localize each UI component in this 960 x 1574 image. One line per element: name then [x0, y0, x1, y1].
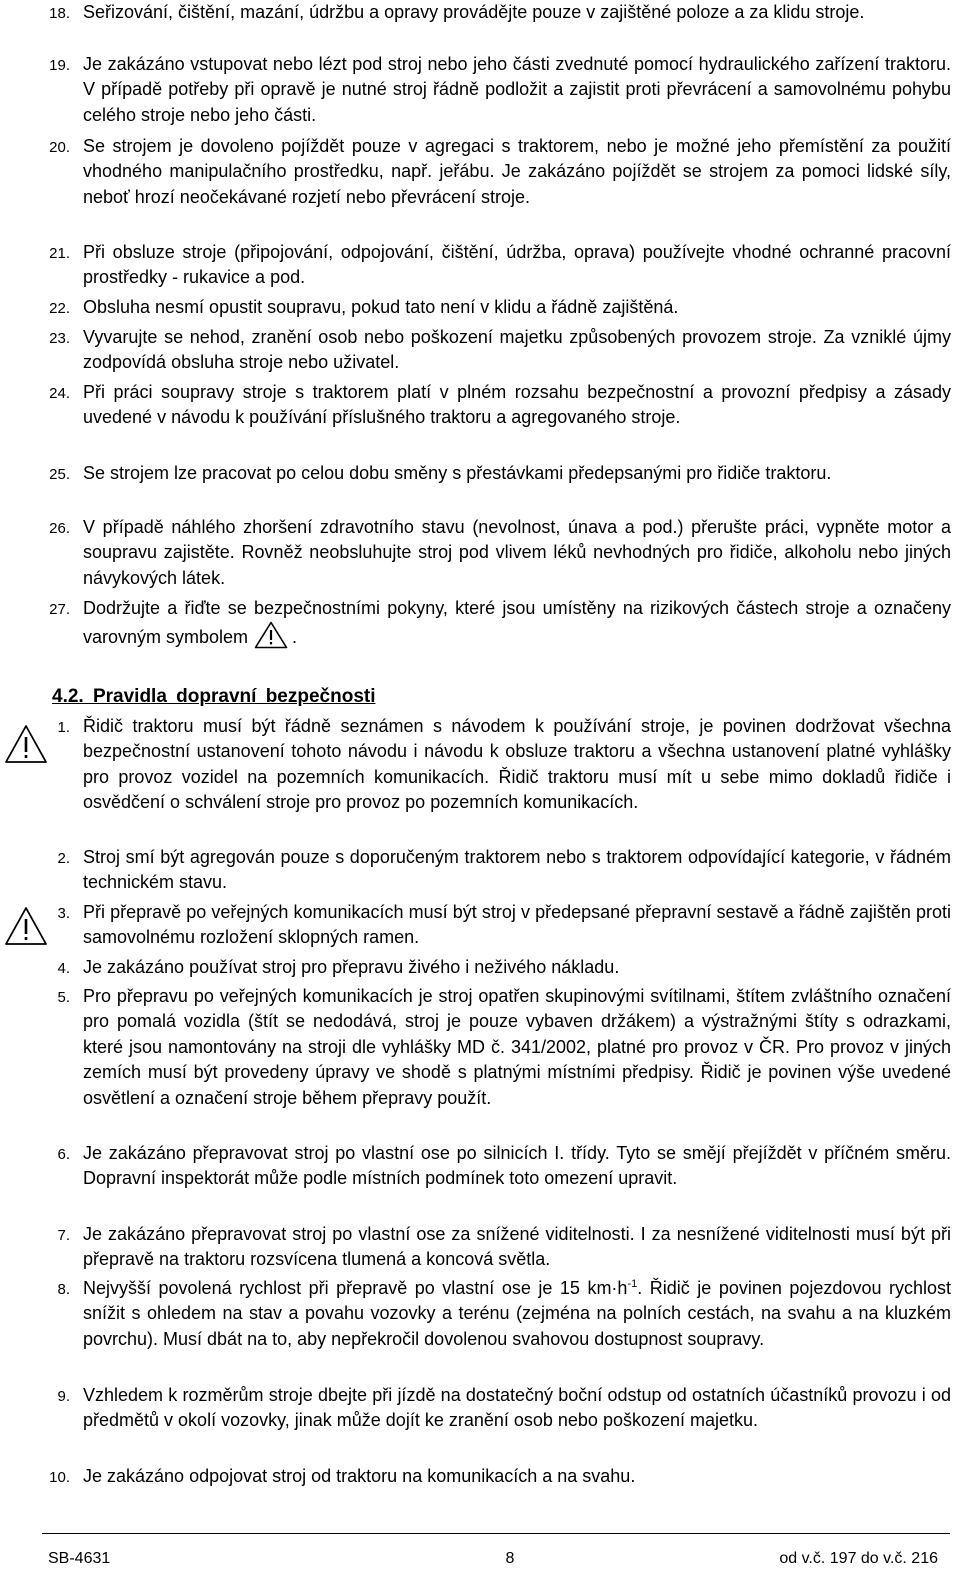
- item-text: Seřizování, čištění, mazání, údržbu a opravy provádějte pouze v zajištěné poloze a za klidu stroje.: [83, 2, 865, 22]
- item-number: 21.: [49, 245, 70, 262]
- item-text: Obsluha nesmí opustit soupravu, pokud tato není v klidu a řádně zajištěná.: [83, 297, 679, 317]
- item-number: 5.: [57, 989, 70, 1006]
- item-number: 4.: [57, 960, 70, 977]
- item-text-before: Nejvyšší povolená rychlost při přepravě po vlastní ose je 15 km·h: [83, 1278, 628, 1298]
- item-text: Se strojem lze pracovat po celou dobu směny s přestávkami předepsanými pro řidiče traktoru.: [83, 463, 832, 483]
- item-number: 24.: [49, 385, 70, 402]
- item-number: 2.: [57, 850, 70, 867]
- item-number: 27.: [49, 601, 70, 618]
- page-number: 8: [505, 1550, 515, 1567]
- item-text: Řidič traktoru musí být řádně seznámen s návodem k používání stroje, je povinen dodržovat všechna bezpečnostní ustanovení tohoto návodu i návodu k obsluze traktoru a všechna ustanovení platné vyhlášky pro provoz vozidel na pozemních komunikacích. Řidič traktoru musí mít u sebe mimo dokladů řidiče i osvědčení o schválení stroje pro provoz po pozemních komunikacích.: [83, 716, 951, 813]
- item-number: 23.: [49, 330, 70, 347]
- warning-triangle-icon: [254, 621, 288, 656]
- item-text: Vzhledem k rozměrům stroje dbejte při jízdě na dostatečný boční odstup od ostatních účastníků provozu i od předmětů v okolí vozovky, jinak může dojít ke zranění osob nebo poškození majetku.: [83, 1385, 951, 1431]
- item-text-before: Dodržujte a řiďte se bezpečnostními pokyny, které jsou umístěny na rizikových částech stroje a označeny varovným symbolem: [83, 598, 951, 648]
- item-number: 8.: [57, 1281, 70, 1298]
- item-text: Se strojem je dovoleno pojíždět pouze v agregaci s traktorem, nebo je možné jeho přemístění za použití vhodného manipulačního prostředku, např. jeřábu. Je zakázáno pojíždět se strojem za pomoci lidské síly, neboť hrozí neočekávané rozjetí nebo převrácení stroje.: [83, 136, 951, 207]
- item-number: 10.: [49, 1469, 70, 1486]
- item-number: 7.: [57, 1227, 70, 1244]
- item-number: 26.: [49, 520, 70, 537]
- item-number: 9.: [57, 1388, 70, 1405]
- footer-doc-code: SB-4631: [48, 1550, 111, 1567]
- item-text: Pro přepravu po veřejných komunikacích je stroj opatřen skupinovými svítilnami, štítem zvláštního označení pro pomalá vozidla (štít se nedodává, stroj je pouze vybaven držákem) a výstražnými štíty s odrazkami, které jsou namontovány na stroji dle vyhlášky MD č. 341/2002, platné pro provoz v ČR. Pro provoz v jiných zemích musí být provedeny úpravy ve shodě s platnými místními předpisy. Řidič je povinen výše uvedené osvětlení a označení stroje během přepravy použít.: [83, 986, 951, 1108]
- item-number: 1.: [57, 719, 70, 736]
- footer-divider: [42, 1533, 950, 1534]
- item-text: Při práci soupravy stroje s traktorem platí v plném rozsahu bezpečnostní a provozní předpisy a zásady uvedené v návodu k používání příslušného traktoru a agregovaného stroje.: [83, 382, 951, 428]
- item-text: V případě náhlého zhoršení zdravotního stavu (nevolnost, únava a pod.) přerušte práci, vypněte motor a soupravu zajistěte. Rovněž neobsluhujte stroj pod vlivem léků nevhodných pro řidiče, alkoholu nebo jiných návykových látek.: [83, 517, 951, 588]
- item-text: Při obsluze stroje (připojování, odpojování, čištění, údržba, oprava) používejte vhodné ochranné pracovní prostředky - rukavice a pod.: [83, 242, 951, 288]
- item-text: [83, 596, 951, 657]
- item-number: 22.: [49, 300, 70, 317]
- item-text: [83, 1276, 951, 1352]
- item-text: Je zakázáno přepravovat stroj po vlastní ose za snížené viditelnosti. I za nesnížené viditelnosti musí být při přepravě na traktoru rozsvícena tlumená a koncová světla.: [83, 1224, 951, 1270]
- item-number: 20.: [49, 139, 70, 156]
- section-heading: 4.2. Pravidla dopravní bezpečnosti: [52, 686, 376, 707]
- item-text: Je zakázáno přepravovat stroj po vlastní ose po silnicích I. třídy. Tyto se smějí přejíždět v příčném směru. Dopravní inspektorát může podle místních podmínek toto omezení upravit.: [83, 1143, 951, 1189]
- item-text: Je zakázáno používat stroj pro přepravu živého i neživého nákladu.: [83, 957, 620, 977]
- item-number: 3.: [57, 905, 70, 922]
- item-text-after: . Řidič je povinen pojezdovou rychlost snížit s ohledem na stav a povahu vozovky a terénu (zejména na polních cestách, na svahu a na kluzkém povrchu). Musí dbát na to, aby nepřekročil dovolenou svahovou dostupnost soupravy.: [83, 1278, 951, 1349]
- item-number: 6.: [57, 1146, 70, 1163]
- item-text: Vyvarujte se nehod, zranění osob nebo poškození majetku způsobených provozem stroje. Za vzniklé újmy zodpovídá obsluha stroje nebo uživatel.: [83, 327, 951, 373]
- item-number: 18.: [49, 5, 70, 22]
- item-number: 19.: [49, 57, 70, 74]
- footer-serial-range: od v.č. 197 do v.č. 216: [779, 1550, 938, 1567]
- item-text: Je zakázáno odpojovat stroj od traktoru na komunikacích a na svahu.: [83, 1466, 636, 1486]
- item-number: 25.: [49, 466, 70, 483]
- item-text: Stroj smí být agregován pouze s doporučeným traktorem nebo s traktorem odpovídající kategorie, v řádném technickém stavu.: [83, 847, 951, 893]
- item-text: Je zakázáno vstupovat nebo lézt pod stroj nebo jeho části zvednuté pomocí hydraulického zařízení traktoru. V případě potřeby při opravě je nutné stroj řádně podložit a zajistit proti převrácení a samovolnému pohybu celého stroje nebo jeho části.: [83, 54, 951, 125]
- superscript: -1: [627, 1278, 638, 1290]
- item-text: Při přepravě po veřejných komunikacích musí být stroj v předepsané přepravní sestavě a řádně zajištěn proti samovolnému rozložení sklopných ramen.: [83, 902, 951, 948]
- item-text-after: .: [292, 627, 298, 648]
